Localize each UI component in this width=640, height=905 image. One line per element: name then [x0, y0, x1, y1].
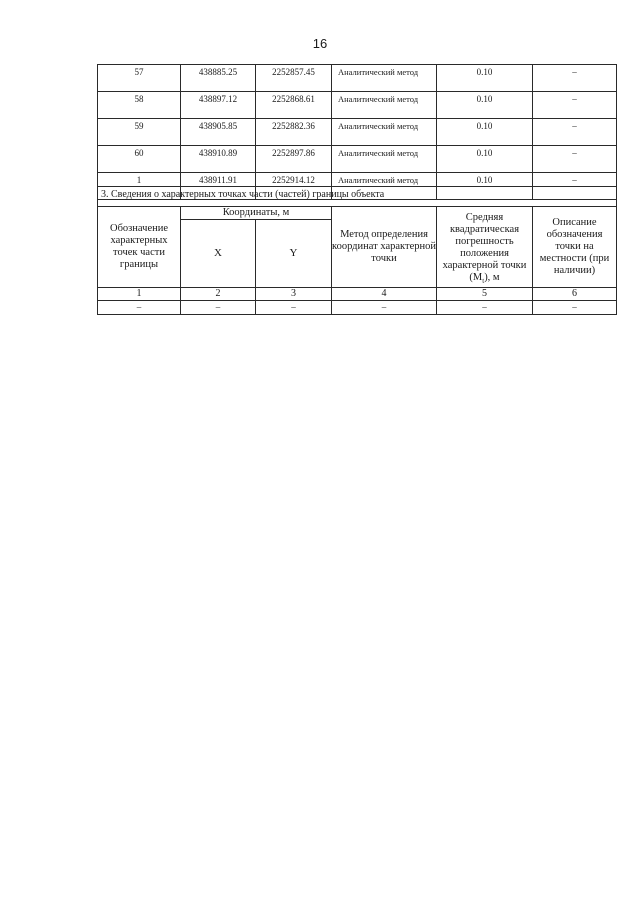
header-x: X	[181, 219, 256, 287]
column-number: 1	[98, 288, 181, 301]
point-x: 438905.85	[181, 119, 256, 146]
point-method: Аналитический метод	[332, 119, 437, 146]
boundary-points-table	[97, 64, 617, 200]
column-number: 3	[256, 288, 332, 301]
page-number: 16	[312, 36, 328, 51]
point-id: 57	[98, 65, 181, 92]
column-number-row	[98, 288, 617, 301]
empty-cell: –	[533, 301, 617, 315]
point-description: –	[533, 92, 617, 119]
table-row	[98, 301, 617, 315]
point-error: 0.10	[437, 119, 533, 146]
column-number: 5	[437, 288, 533, 301]
header-y: Y	[256, 219, 332, 287]
point-error: 0.10	[437, 146, 533, 173]
column-number: 4	[332, 288, 437, 301]
table-row	[98, 92, 617, 119]
header-row	[98, 207, 617, 220]
header-error-tail: ), м	[484, 272, 500, 283]
header-coordinates: Координаты, м	[181, 207, 332, 220]
table-row	[98, 119, 617, 146]
point-id: 58	[98, 92, 181, 119]
point-method: Аналитический метод	[332, 92, 437, 119]
column-number: 2	[181, 288, 256, 301]
point-y: 2252897.86	[256, 146, 332, 173]
header-designation: Обозначение характерных точек части границы	[98, 207, 181, 288]
point-y: 2252882.36	[256, 119, 332, 146]
empty-cell: –	[332, 301, 437, 315]
point-method: Аналитический метод	[332, 146, 437, 173]
point-description: –	[533, 119, 617, 146]
point-x: 438885.25	[181, 65, 256, 92]
empty-cell: –	[181, 301, 256, 315]
header-error	[437, 207, 533, 288]
point-error: 0.10	[437, 173, 533, 200]
point-method: Аналитический метод	[332, 65, 437, 92]
header-error-subscript: t	[482, 277, 485, 286]
point-description: –	[533, 146, 617, 173]
empty-cell: –	[256, 301, 332, 315]
empty-cell: –	[98, 301, 181, 315]
point-x: 438910.89	[181, 146, 256, 173]
table-row	[98, 65, 617, 92]
point-error: 0.10	[437, 92, 533, 119]
point-method: Аналитический метод	[332, 173, 437, 200]
point-x: 438897.12	[181, 92, 256, 119]
point-y: 2252914.12	[256, 173, 332, 200]
point-y: 2252868.61	[256, 92, 332, 119]
point-error: 0.10	[437, 65, 533, 92]
header-description: Описание обозначения точки на местности (при наличии)	[533, 207, 617, 288]
part-boundary-points-table	[97, 186, 617, 315]
table-row	[98, 146, 617, 173]
point-y: 2252857.45	[256, 65, 332, 92]
point-description: –	[533, 173, 617, 200]
point-description: –	[533, 65, 617, 92]
empty-cell: –	[437, 301, 533, 315]
section-title: 3. Сведения о характерных точках части (частей) границы объекта	[98, 187, 617, 207]
column-number: 6	[533, 288, 617, 301]
point-x: 438911.91	[181, 173, 256, 200]
header-error-text: Средняя квадратическая погрешность положения характерной точки (M	[442, 212, 527, 283]
point-id: 60	[98, 146, 181, 173]
header-method: Метод определения координат характерной точки	[332, 207, 437, 288]
point-id: 1	[98, 173, 181, 200]
point-id: 59	[98, 119, 181, 146]
